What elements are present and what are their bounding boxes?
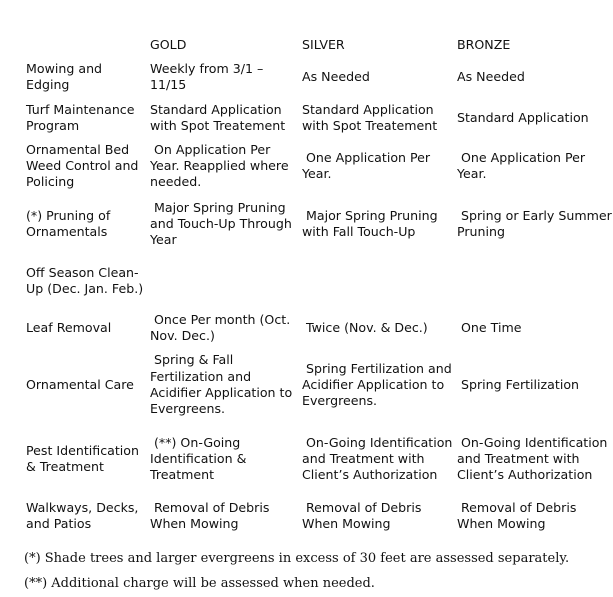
silver-cell-text: Removal of Debris When Mowing xyxy=(302,499,422,531)
table-row xyxy=(24,254,613,308)
gold-cell xyxy=(148,254,300,308)
table-row xyxy=(24,348,613,422)
bronze-cell xyxy=(455,496,613,536)
header-service xyxy=(24,34,148,56)
gold-cell xyxy=(148,496,300,536)
service-cell: (*) Pruning of Ornamentals xyxy=(26,207,111,239)
silver-cell xyxy=(300,348,455,422)
header-gold: GOLD xyxy=(150,36,187,52)
table-row xyxy=(24,422,613,496)
silver-cell-text: One Application Per Year. xyxy=(302,149,431,181)
gold-cell-text: Once Per month (Oct. Nov. Dec.) xyxy=(150,311,291,343)
service-plan-table xyxy=(24,34,613,536)
header-silver: SILVER xyxy=(302,36,345,52)
silver-cell xyxy=(300,422,455,496)
silver-cell-text: Spring Fertilization and Acidifier Application to Evergreens. xyxy=(302,360,452,409)
bronze-cell-text: One Application Per Year. xyxy=(457,149,586,181)
gold-cell xyxy=(148,194,300,254)
table-row xyxy=(24,138,613,194)
bronze-cell-text: Spring Fertilization xyxy=(461,376,580,392)
gold-cell: Standard Application with Spot Treatement xyxy=(150,101,286,133)
silver-cell-text: Twice (Nov. & Dec.) xyxy=(306,319,428,335)
silver-cell xyxy=(300,254,455,308)
silver-cell-text: Major Spring Pruning with Fall Touch-Up xyxy=(302,207,438,239)
bronze-cell-text: On-Going Identification and Treatment with Client’s Authorization xyxy=(457,434,608,483)
silver-cell xyxy=(300,496,455,536)
bronze-cell-text: One Time xyxy=(461,319,522,335)
bronze-cell xyxy=(455,138,613,194)
gold-cell-text: On Application Per Year. Reapplied where needed. xyxy=(150,141,289,190)
bronze-cell-text: Spring or Early Summer Pruning xyxy=(457,207,612,239)
bronze-cell xyxy=(455,422,613,496)
bronze-cell xyxy=(455,348,613,422)
footnote-additional-charge: (**) Additional charge will be assessed when needed. xyxy=(24,576,375,591)
header-bronze: BRONZE xyxy=(457,36,511,52)
silver-cell xyxy=(300,194,455,254)
silver-cell-text: On-Going Identification and Treatment with Client’s Authorization xyxy=(302,434,453,483)
silver-cell xyxy=(300,138,455,194)
table-row xyxy=(24,496,613,536)
gold-cell xyxy=(148,138,300,194)
table-row xyxy=(24,194,613,254)
service-cell: Off Season Clean-Up (Dec. Jan. Feb.) xyxy=(26,264,144,296)
gold-cell-text: Removal of Debris When Mowing xyxy=(150,499,270,531)
gold-cell-text: Spring & Fall Fertilization and Acidifier Application to Evergreens. xyxy=(150,352,293,417)
silver-cell: As Needed xyxy=(302,68,370,84)
table-row xyxy=(24,56,613,98)
table-row xyxy=(24,98,613,138)
bronze-cell: Standard Application xyxy=(457,109,589,125)
service-cell: Turf Maintenance Program xyxy=(26,101,135,133)
gold-cell: Weekly from 3/1 – 11/15 xyxy=(150,60,264,92)
service-cell: Ornamental Bed Weed Control and Policing xyxy=(26,141,139,190)
service-cell: Pest Identification & Treatment xyxy=(26,442,139,474)
silver-cell: Standard Application with Spot Treatement xyxy=(302,101,438,133)
gold-cell-text: (**) On-Going Identification & Treatment xyxy=(150,434,247,483)
service-cell: Leaf Removal xyxy=(26,319,112,335)
bronze-cell-text: Removal of Debris When Mowing xyxy=(457,499,577,531)
table-row xyxy=(24,308,613,348)
service-cell: Walkways, Decks, and Patios xyxy=(26,499,139,531)
gold-cell xyxy=(148,422,300,496)
bronze-cell xyxy=(455,254,613,308)
gold-cell xyxy=(148,348,300,422)
gold-cell xyxy=(148,308,300,348)
service-cell: Mowing and Edging xyxy=(26,60,103,92)
table-header-row xyxy=(24,34,613,56)
service-cell: Ornamental Care xyxy=(26,376,134,392)
silver-cell xyxy=(300,308,455,348)
bronze-cell: As Needed xyxy=(457,68,525,84)
bronze-cell xyxy=(455,308,613,348)
gold-cell-text: Major Spring Pruning and Touch-Up Through Year xyxy=(150,199,292,248)
bronze-cell xyxy=(455,194,613,254)
footnote-shade-trees: (*) Shade trees and larger evergreens in excess of 30 feet are assessed separately. xyxy=(24,551,570,566)
